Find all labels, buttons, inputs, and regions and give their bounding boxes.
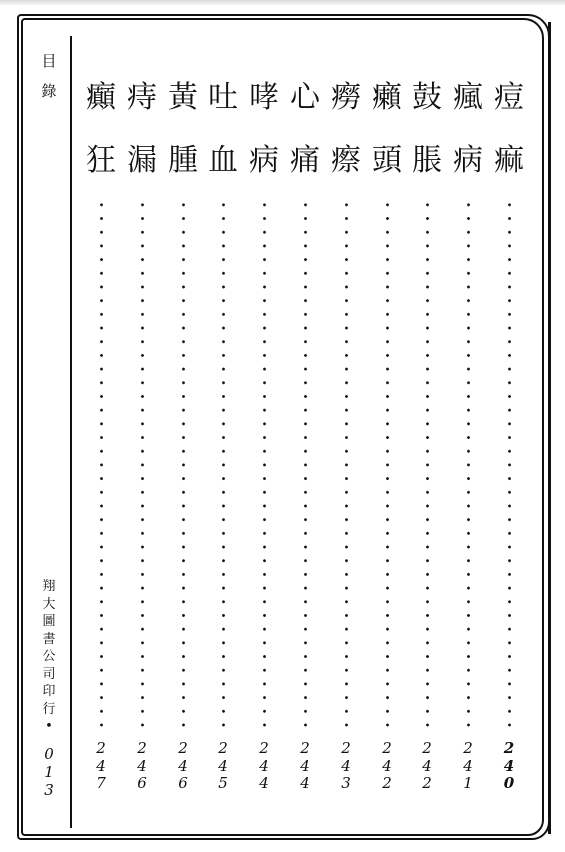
page-digit: 2	[218, 739, 228, 757]
publisher-char: 圖	[42, 614, 56, 629]
entry-page-number	[300, 740, 310, 793]
entry-page-number	[178, 740, 188, 793]
publisher-char: 翔	[42, 579, 56, 594]
entry-title-char: 痲	[494, 143, 524, 178]
page-digit: 4	[503, 756, 515, 775]
publisher-char: 司	[42, 666, 56, 682]
toc-entry[interactable]	[165, 80, 201, 800]
dot-leader	[141, 198, 144, 730]
publisher-char: 大	[42, 596, 56, 612]
entry-page-number	[504, 740, 514, 793]
entry-title-char: 腫	[168, 143, 198, 178]
publisher-char: 印	[42, 684, 56, 699]
entry-title-char: 瘵	[331, 143, 361, 178]
page-digit: 4	[137, 756, 147, 775]
page-digit: 3	[341, 774, 351, 792]
page-digit: 2	[382, 774, 392, 792]
folio-digit: 3	[44, 781, 54, 799]
page-digit: 4	[341, 756, 351, 775]
page-digit: 2	[300, 739, 310, 757]
dot-leader	[386, 198, 389, 730]
page-digit: 7	[96, 774, 106, 792]
entry-title-char: 痔	[127, 80, 157, 115]
entry-page-number	[341, 740, 351, 793]
entry-title-char: 脹	[412, 143, 442, 178]
page-digit: 4	[300, 774, 310, 792]
side-title-char: 錄	[41, 82, 57, 100]
page-digit: 1	[463, 774, 473, 792]
dot-leader	[182, 198, 185, 730]
dot-leader	[263, 198, 266, 730]
page-digit: 4	[422, 756, 432, 775]
entry-title-char: 漏	[127, 143, 157, 178]
page-digit: 4	[382, 756, 392, 775]
page-digit: 4	[300, 756, 310, 775]
dot-leader	[345, 198, 348, 730]
page-digit: 4	[178, 756, 188, 775]
folio-number	[38, 745, 60, 799]
page-frame-edge	[544, 22, 551, 834]
page-digit: 4	[96, 756, 106, 775]
publisher-char: 公	[42, 649, 56, 664]
page-digit: 6	[178, 774, 188, 792]
page-digit: 2	[463, 739, 473, 757]
page-digit: 2	[422, 774, 432, 792]
page-digit: 4	[259, 774, 269, 792]
entry-title-char: 痘	[494, 80, 524, 115]
toc-entry[interactable]	[287, 80, 323, 800]
side-title-char: 目	[41, 52, 57, 70]
publisher-imprint	[38, 578, 60, 736]
toc-entry[interactable]	[328, 80, 364, 800]
entry-page-number	[259, 740, 269, 793]
dot-leader	[508, 198, 511, 730]
dot-leader	[467, 198, 470, 730]
page-digit: 4	[463, 756, 473, 775]
page-digit: 2	[259, 739, 269, 757]
folio-digit: 0	[44, 745, 54, 763]
entry-page-number	[422, 740, 432, 793]
toc-entry[interactable]	[409, 80, 445, 800]
page-digit: 2	[382, 739, 392, 757]
page-digit: 0	[503, 774, 515, 792]
toc-entry[interactable]	[491, 80, 527, 800]
folio-digit: 1	[44, 763, 54, 781]
publisher-char: •	[45, 719, 53, 734]
entry-page-number	[218, 740, 228, 793]
page-digit: 5	[218, 774, 228, 792]
entry-title-char: 癲	[86, 80, 116, 115]
publisher-char: 書	[42, 631, 56, 647]
entry-page-number	[137, 740, 147, 793]
entry-title-char: 黃	[168, 80, 198, 115]
entry-title-char: 心	[290, 80, 320, 115]
entry-title-char: 病	[249, 143, 279, 178]
page-digit: 2	[178, 739, 188, 757]
dot-leader	[100, 198, 103, 730]
dot-leader	[426, 198, 429, 730]
entry-title-char: 狂	[86, 143, 116, 178]
entry-page-number	[382, 740, 392, 793]
page-digit: 6	[137, 774, 147, 792]
dot-leader	[222, 198, 225, 730]
page-digit: 4	[218, 756, 228, 775]
toc-entry[interactable]	[83, 80, 119, 800]
entry-title-char: 瘋	[453, 80, 483, 115]
entry-title-char: 血	[208, 143, 238, 178]
entry-title-char: 哮	[249, 80, 279, 115]
page-digit: 2	[503, 739, 515, 757]
page-digit: 2	[341, 739, 351, 757]
toc-entry[interactable]	[369, 80, 405, 800]
toc-entry[interactable]	[205, 80, 241, 800]
toc-entry[interactable]	[450, 80, 486, 800]
entry-title-char: 病	[453, 143, 483, 178]
entry-page-number	[96, 740, 106, 793]
page-digit: 2	[137, 739, 147, 757]
toc-entry[interactable]	[246, 80, 282, 800]
entry-title-char: 頭	[372, 143, 402, 178]
toc-entry[interactable]	[124, 80, 160, 800]
margin-rule	[70, 36, 72, 828]
entry-page-number	[463, 740, 473, 793]
side-title	[38, 50, 60, 102]
publisher-char: 行	[42, 701, 56, 717]
scan-top-shadow	[0, 0, 565, 6]
page-digit: 2	[96, 739, 106, 757]
page-digit: 2	[422, 739, 432, 757]
entry-title-char: 癆	[331, 80, 361, 115]
entry-title-char: 吐	[208, 80, 238, 115]
dot-leader	[304, 198, 307, 730]
page-digit: 4	[259, 756, 269, 775]
entry-title-char: 癩	[372, 80, 402, 115]
entry-title-char: 痛	[290, 143, 320, 178]
entry-title-char: 鼓	[412, 80, 442, 115]
